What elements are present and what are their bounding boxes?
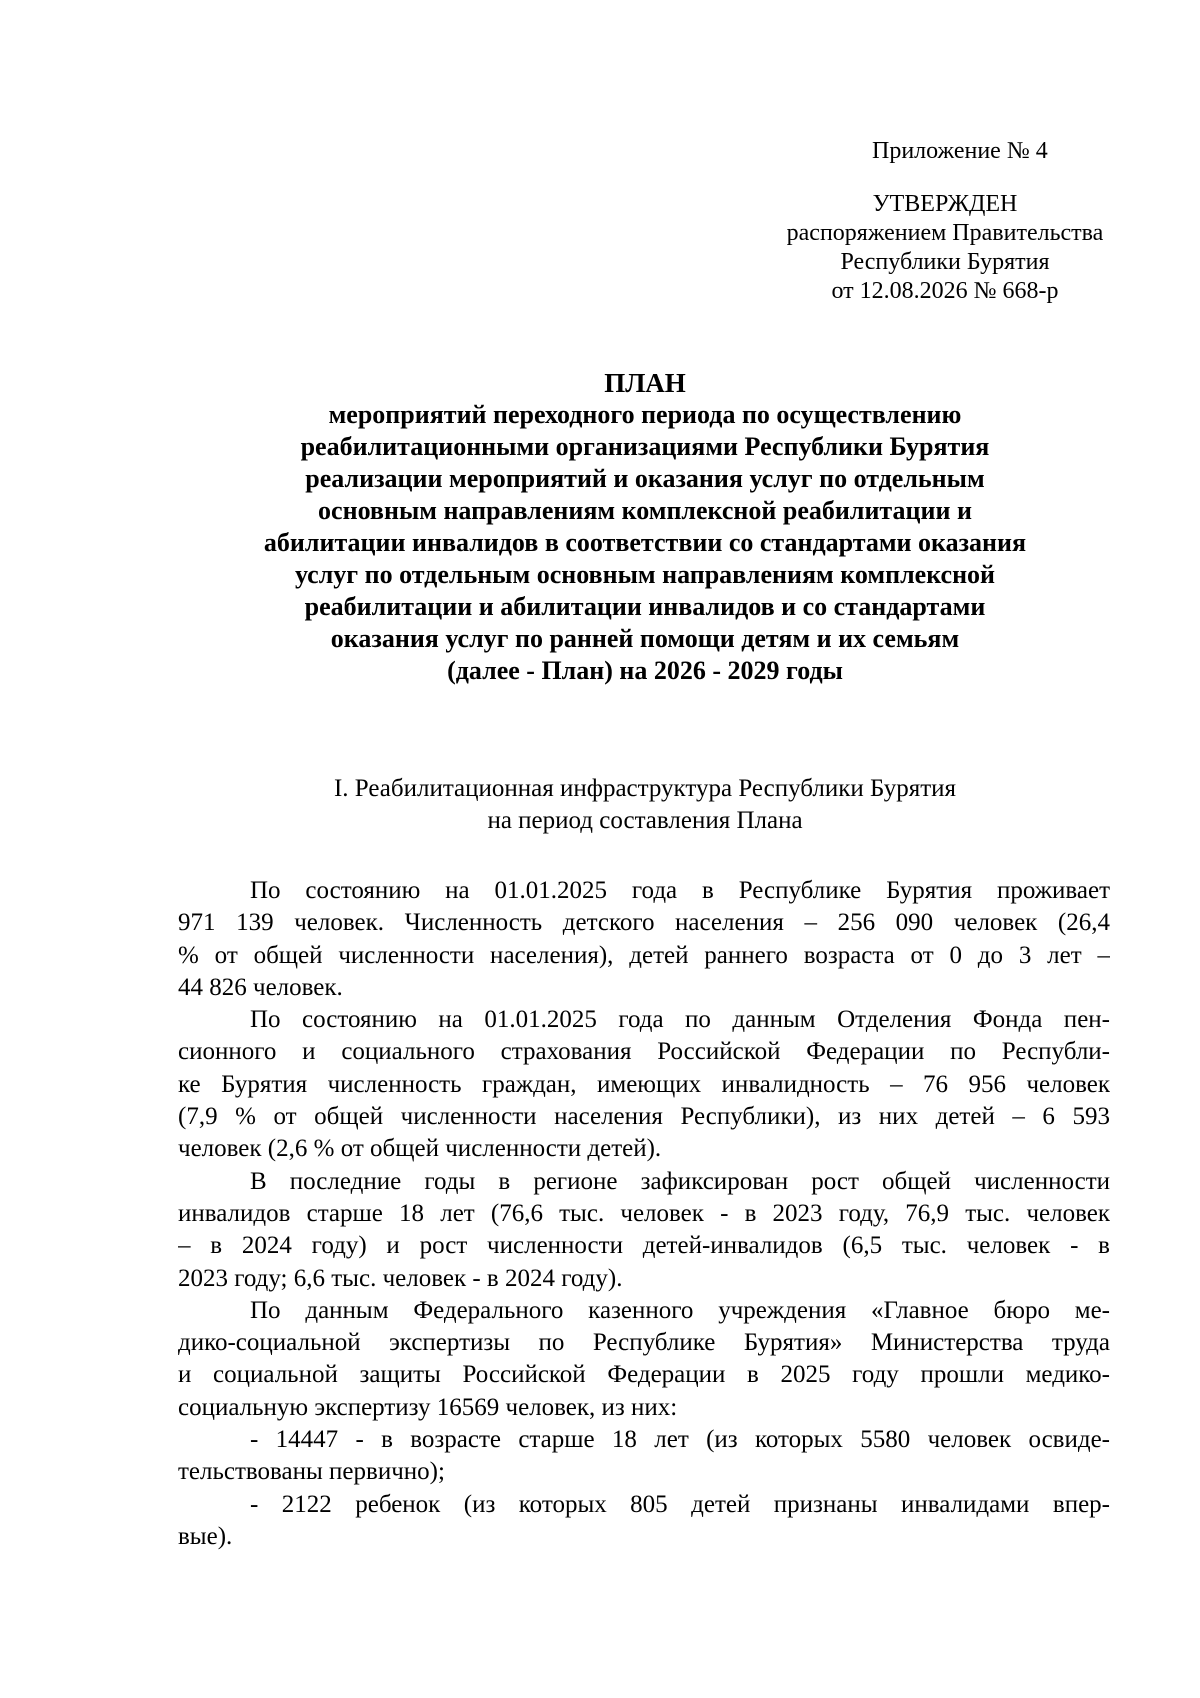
list-item-line: - 2122 ребенок (из которых 805 детей признаны инвалидами впер- xyxy=(250,1490,1110,1518)
paragraph-line: 971 139 человек. Численность детского населения – 256 090 человек (26,4 xyxy=(178,909,1110,937)
list-item-line: - 14447 - в возрасте старше 18 лет (из которых 5580 человек освиде- xyxy=(250,1426,1110,1454)
document-title xyxy=(180,367,1110,687)
paragraph-line: % от общей численности населения), детей раннего возраста от 0 до 3 лет – xyxy=(178,941,1110,969)
title-word: ПЛАН xyxy=(604,368,686,398)
paragraph-line: В последние годы в регионе зафиксирован рост общей численности xyxy=(250,1167,1110,1195)
paragraph-line: 44 826 человек. xyxy=(178,973,343,1001)
title-line: основным направлениям комплексной реабилитации и xyxy=(318,496,972,525)
title-line: (далее - План) на 2026 - 2029 годы xyxy=(447,656,843,685)
paragraph-line: сионного и социального страхования Российской Федерации по Республи- xyxy=(178,1038,1110,1066)
paragraph-line: По данным Федерального казенного учреждения «Главное бюро ме- xyxy=(250,1296,1110,1324)
paragraph-line: По состоянию на 01.01.2025 года в Республике Бурятия проживает xyxy=(250,877,1110,904)
paragraph-line: инвалидов старше 18 лет (76,6 тыс. человек - в 2023 году, 76,9 тыс. человек xyxy=(178,1199,1110,1227)
approval-line: от 12.08.2026 № 668-р xyxy=(831,278,1059,304)
list-item-line: вые). xyxy=(178,1522,233,1550)
section-heading xyxy=(180,773,1110,837)
paragraph-line: социальную экспертизу 16569 человек, из них: xyxy=(178,1393,678,1421)
title-line: абилитации инвалидов в соответствии со стандартами оказания xyxy=(263,528,1027,557)
title-line: оказания услуг по ранней помощи детям и их семьям xyxy=(330,624,960,653)
list-item-line: тельствованы первично); xyxy=(178,1458,445,1486)
title-line: реализации мероприятий и оказания услуг по отдельным xyxy=(305,464,985,493)
approval-stamp xyxy=(770,190,1120,306)
title-line: мероприятий переходного периода по осуществлению xyxy=(328,400,962,429)
paragraph-line: По состоянию на 01.01.2025 года по данным Отделения Фонда пен- xyxy=(250,1006,1110,1034)
body-text xyxy=(178,875,1110,1553)
title-line: реабилитации и абилитации инвалидов и со стандартами xyxy=(304,592,986,621)
section-heading-line: I. Реабилитационная инфраструктура Республики Бурятия xyxy=(333,775,957,802)
paragraph-line: 2023 году; 6,6 тыс. человек - в 2024 году). xyxy=(178,1264,623,1292)
paragraph-line: человек (2,6 % от общей численности детей). xyxy=(178,1135,662,1163)
paragraph-line: и социальной защиты Российской Федерации в 2025 году прошли медико- xyxy=(178,1361,1110,1389)
paragraph-line: – в 2024 году) и рост численности детей-инвалидов (6,5 тыс. человек - в xyxy=(178,1232,1110,1260)
paragraph-line: ке Бурятия численность граждан, имеющих инвалидность – 76 956 человек xyxy=(178,1070,1110,1098)
paragraph-line: (7,9 % от общей численности населения Республики), из них детей – 6 593 xyxy=(178,1103,1110,1131)
approval-line: УТВЕРЖДЕН xyxy=(872,191,1018,217)
section-heading-line: на период составления Плана xyxy=(487,807,803,834)
appendix-label: Приложение № 4 xyxy=(872,138,1048,164)
paragraph-line: дико-социальной экспертизы по Республике Бурятия» Министерства труда xyxy=(178,1329,1110,1357)
title-line: реабилитационными организациями Республики Бурятия xyxy=(300,432,990,461)
approval-line: распоряжением Правительства xyxy=(786,220,1104,246)
title-line: услуг по отдельным основным направлениям комплексной xyxy=(294,560,996,589)
approval-line: Республики Бурятия xyxy=(840,249,1050,275)
